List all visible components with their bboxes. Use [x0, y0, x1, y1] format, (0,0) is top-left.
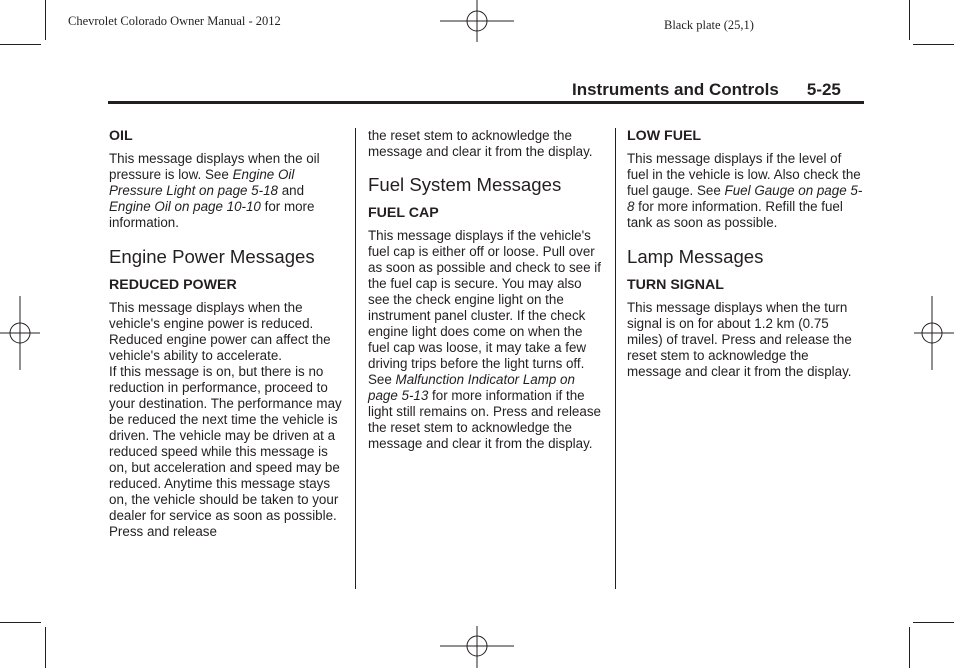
- oil-text-1: This message displays when the oil pressure is low. See: [109, 151, 320, 182]
- low-fuel-ref[interactable]: Fuel Gauge on page 5-8: [627, 183, 863, 214]
- crop-mark-bottom-right-h: [913, 622, 954, 623]
- reduced-power-paragraph-1: This message displays when the vehicle's engine power is reduced. Reduced engine power can affect the vehicle's ability to accelerate.: [109, 300, 331, 363]
- oil-ref-1[interactable]: Engine Oil Pressure Light on page 5-18: [109, 167, 295, 198]
- manual-title: Chevrolet Colorado Owner Manual - 2012: [68, 14, 281, 28]
- low-fuel-text-2: for more information. Refill the fuel tank as soon as possible.: [627, 199, 843, 230]
- column-1: [109, 128, 345, 540]
- reduced-power-paragraph-2: If this message is on, but there is no reduction in performance, proceed to your destination. The performance may be reduced the next time the vehicle is driven. The vehicle may be driven at a reduced speed while this message is on, but acceleration and speed may be reduced. Anytime this message stays on, the vehicle should be taken to your dealer for service as soon as possible. Press and release: [109, 364, 342, 539]
- turn-signal-heading: TURN SIGNAL: [627, 277, 724, 293]
- oil-text-3: for more information.: [109, 199, 315, 230]
- running-header: [572, 80, 841, 100]
- page-number: 5-25: [806, 80, 841, 99]
- header-rule: [108, 101, 864, 104]
- fuel-cap-heading: FUEL CAP: [368, 205, 439, 221]
- engine-power-heading: Engine Power Messages: [109, 246, 315, 267]
- fuel-system-heading: Fuel System Messages: [368, 174, 562, 195]
- fuel-cap-ref[interactable]: Malfunction Indicator Lamp on page 5-13: [368, 372, 575, 403]
- plate-label: Black plate (25,1): [664, 18, 754, 32]
- low-fuel-text-1: This message displays if the level of fuel in the vehicle is low. Also check the fuel gauge. See: [627, 151, 861, 198]
- column-2: [368, 128, 604, 452]
- column-divider-2: [615, 128, 616, 589]
- crop-mark-bottom-left-v: [45, 627, 46, 668]
- registration-mark-bottom: [440, 624, 514, 668]
- column-divider-1: [355, 128, 356, 589]
- crop-mark-bottom-right-v: [909, 627, 910, 668]
- oil-paragraph: [109, 151, 345, 231]
- low-fuel-heading: LOW FUEL: [627, 128, 702, 144]
- fuel-cap-text-1: This message displays if the vehicle's fuel cap is either off or loose. Pull over as soon as possible and check to see if the fuel cap is secure. You may also see the check engine light on the instrument panel cluster. If the check engine light does come on when the fuel cap was loose, it may take a few driving trips before the light turns off. See: [368, 228, 601, 387]
- crop-mark-top-left-h: [0, 44, 41, 45]
- turn-signal-paragraph: This message displays when the turn signal is on for about 1.2 km (0.75 miles) of travel. Press and release the reset stem to acknowledge the message and clear it from the display.: [627, 300, 852, 379]
- registration-mark-top: [440, 0, 514, 44]
- oil-ref-2[interactable]: Engine Oil on page 10-10: [109, 199, 261, 214]
- low-fuel-paragraph: [627, 151, 863, 231]
- crop-mark-top-left-v: [45, 0, 46, 40]
- oil-heading: OIL: [109, 128, 133, 144]
- crop-mark-top-right-h: [913, 44, 954, 45]
- section-title: Instruments and Controls: [572, 80, 779, 99]
- fuel-cap-paragraph: [368, 228, 604, 452]
- crop-mark-top-right-v: [909, 0, 910, 40]
- lamp-messages-heading: Lamp Messages: [627, 246, 764, 267]
- reduced-power-heading: REDUCED POWER: [109, 277, 237, 293]
- crop-mark-bottom-left-h: [0, 622, 41, 623]
- fuel-cap-text-2: for more information if the light still remains on. Press and release the reset stem to acknowledge the message and clear it from the display.: [368, 388, 601, 451]
- registration-mark-left: [0, 296, 42, 370]
- continued-paragraph: the reset stem to acknowledge the message and clear it from the display.: [368, 128, 593, 159]
- column-3: [627, 128, 863, 380]
- registration-mark-right: [912, 296, 954, 370]
- oil-text-2: and: [278, 183, 305, 198]
